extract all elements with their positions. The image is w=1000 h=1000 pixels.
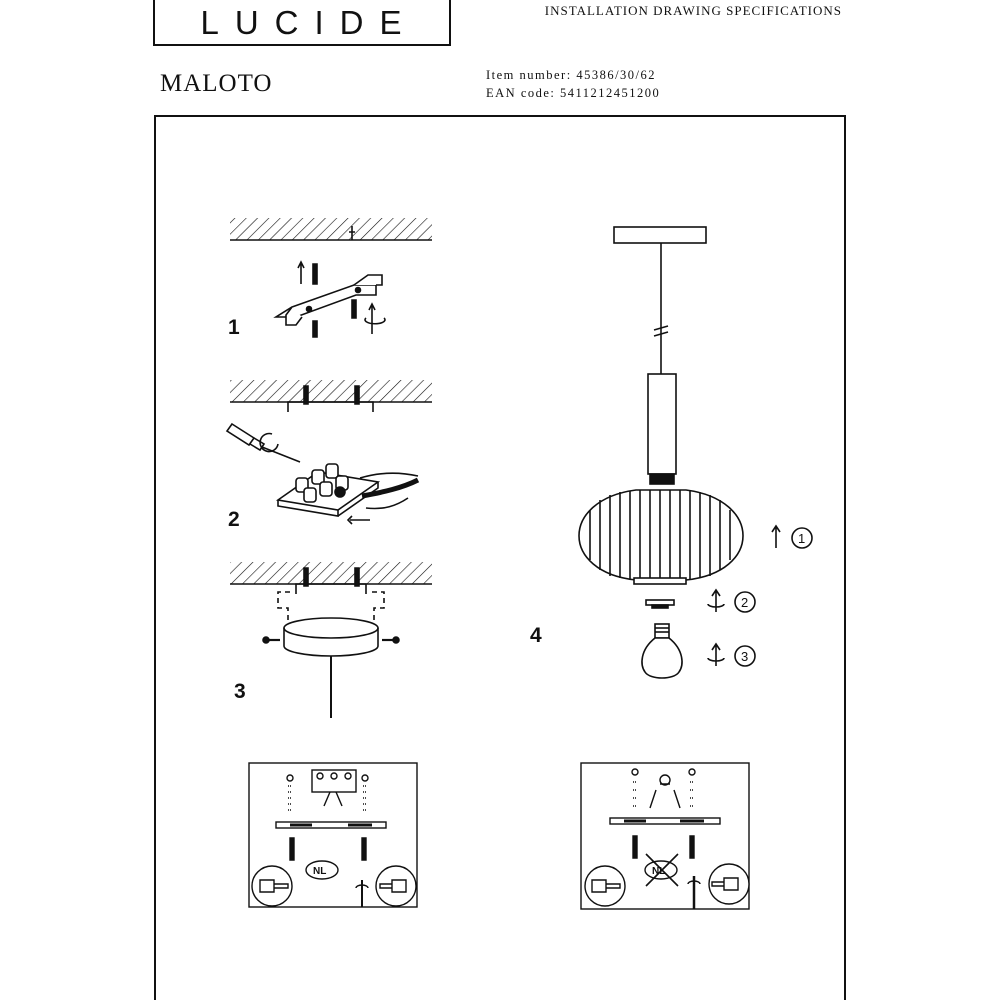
ceiling-hatch bbox=[230, 218, 432, 240]
screw-icon bbox=[633, 836, 637, 858]
arrow-up-icon bbox=[369, 304, 375, 334]
pendant-holder bbox=[648, 374, 676, 474]
product-name: MALOTO bbox=[160, 70, 273, 97]
screw-icon bbox=[690, 836, 694, 858]
wall-plug-icon bbox=[313, 264, 317, 284]
wire bbox=[324, 792, 342, 806]
item-number: Item number: 45386/30/62 bbox=[486, 68, 657, 82]
step-1-illustration bbox=[228, 218, 432, 339]
lamp-shade bbox=[579, 490, 743, 584]
arrow-up-icon bbox=[772, 526, 780, 548]
ean-code: EAN code: 5411212451200 bbox=[486, 86, 661, 100]
mounting-panel-right bbox=[581, 763, 749, 909]
screw-icon bbox=[352, 300, 356, 318]
screw-icon bbox=[355, 386, 359, 404]
wire bbox=[366, 498, 408, 509]
screw-icon bbox=[304, 386, 308, 404]
step-number-1: 1 bbox=[228, 316, 240, 339]
terminal-block bbox=[278, 464, 378, 516]
step-3-illustration bbox=[230, 562, 432, 718]
screw-icon bbox=[362, 838, 366, 860]
logo-text: LUCIDE bbox=[200, 4, 418, 41]
mounting-panel-left bbox=[249, 763, 417, 907]
callout-number-2: 2 bbox=[741, 595, 749, 610]
step-number-4: 4 bbox=[530, 624, 542, 647]
rotate-arrow-icon bbox=[365, 318, 385, 324]
bracket-side-view bbox=[288, 402, 373, 412]
step-2-illustration bbox=[227, 380, 432, 531]
screw-icon bbox=[313, 321, 317, 337]
step-4-illustration bbox=[530, 227, 812, 678]
arrow-up-icon bbox=[298, 262, 304, 284]
arrow-up-icon bbox=[712, 644, 720, 666]
step-number-3: 3 bbox=[234, 680, 246, 703]
arrow-left-icon bbox=[348, 516, 370, 524]
callout-number-3: 3 bbox=[741, 649, 749, 664]
hidden-outline bbox=[278, 592, 384, 620]
country-label: NL bbox=[313, 866, 327, 877]
screwdriver-icon bbox=[227, 424, 300, 462]
screw-icon bbox=[290, 838, 294, 860]
wire bbox=[360, 473, 418, 478]
pendant-canopy bbox=[614, 227, 706, 243]
country-label: NL bbox=[652, 866, 666, 877]
ceiling-canopy bbox=[284, 618, 378, 638]
wire bbox=[650, 784, 680, 808]
document-title: INSTALLATION DRAWING SPECIFICATIONS bbox=[544, 3, 842, 18]
arrow-up-icon bbox=[712, 590, 720, 612]
step-number-2: 2 bbox=[228, 508, 240, 531]
light-bulb-icon bbox=[642, 624, 682, 678]
callout-number-1: 1 bbox=[798, 531, 806, 546]
